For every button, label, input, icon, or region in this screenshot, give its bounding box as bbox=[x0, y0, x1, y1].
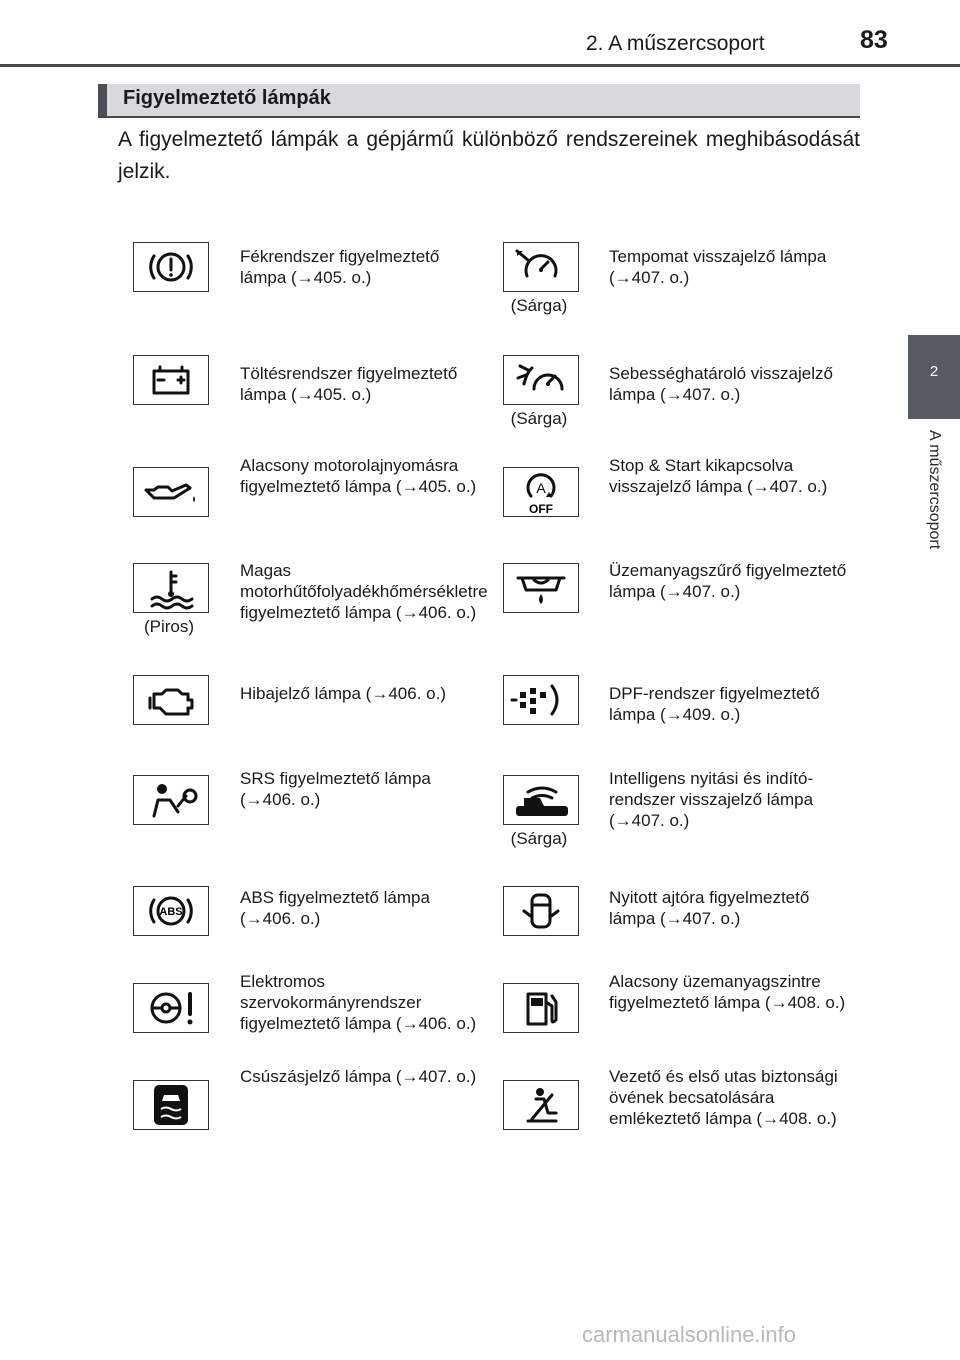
lamp-description: Csúszásjelző lámpa (→407. o.) bbox=[240, 1067, 477, 1086]
slip-indicator-icon bbox=[133, 1080, 209, 1130]
lamp-color-note: (Sárga) bbox=[510, 296, 568, 315]
lamp-description: Sebességhatároló visszajelző lámpa (→407. o.) bbox=[609, 364, 833, 404]
seatbelt-reminder-icon bbox=[503, 1080, 579, 1130]
section-rule bbox=[98, 116, 860, 118]
abs-icon bbox=[133, 886, 209, 936]
header-rule bbox=[0, 64, 960, 67]
section-heading bbox=[98, 84, 860, 116]
lamp-description: Hibajelző lámpa (→406. o.) bbox=[240, 684, 446, 703]
check-engine-icon bbox=[133, 675, 209, 725]
lamp-description: Intelligens nyitási és indító-rendszer visszajelző lámpa (→407. o.) bbox=[609, 769, 814, 830]
lamp-description: Töltésrendszer figyelmeztető lámpa (→405. o.) bbox=[240, 364, 458, 404]
lamp-description: DPF-rendszer figyelmeztető lámpa (→409. o.) bbox=[609, 684, 820, 724]
speed-limiter-icon bbox=[503, 355, 579, 405]
cruise-control-icon bbox=[503, 242, 579, 292]
brake-warning-icon bbox=[133, 242, 209, 292]
oil-pressure-icon bbox=[133, 467, 209, 517]
lamp-description: Alacsony üzemanyagszintre figyelmeztető lámpa (→408. o.) bbox=[609, 972, 846, 1012]
power-steering-icon bbox=[133, 983, 209, 1033]
chapter-title: 2. A műszercsoport bbox=[586, 32, 765, 55]
battery-charge-icon bbox=[133, 355, 209, 405]
intro-paragraph: A figyelmeztető lámpák a gépjármű különböző rendszereinek meghibásodását jelzik. bbox=[118, 128, 860, 183]
section-title: Figyelmeztető lámpák bbox=[123, 87, 331, 109]
lamp-description: Üzemanyagszűrő figyelmeztető lámpa (→407. o.) bbox=[609, 561, 847, 601]
lamp-description: Stop & Start kikapcsolva visszajelző lámpa (→407. o.) bbox=[609, 456, 828, 496]
lamp-description: Nyitott ajtóra figyelmeztető lámpa (→407. o.) bbox=[609, 888, 810, 928]
svg-text:A: A bbox=[536, 480, 546, 496]
stop-start-off-icon bbox=[503, 467, 579, 517]
page-header bbox=[0, 0, 960, 70]
srs-airbag-icon bbox=[133, 775, 209, 825]
lamp-description: Tempomat visszajelző lámpa (→407. o.) bbox=[609, 247, 827, 287]
lamp-description: Magas motorhűtőfolyadékhőmérsékletre figyelmeztető lámpa (→406. o.) bbox=[240, 561, 488, 622]
lamp-description: ABS figyelmeztető lámpa (→406. o.) bbox=[240, 888, 430, 928]
lamp-description: Elektromos szervokormányrendszer figyelmeztető lámpa (→406. o.) bbox=[240, 972, 477, 1033]
lamp-color-note: (Sárga) bbox=[510, 409, 568, 428]
low-fuel-icon bbox=[503, 983, 579, 1033]
smart-key-icon bbox=[503, 775, 579, 825]
chapter-side-tab: 2 bbox=[908, 335, 960, 419]
lamp-color-note: (Sárga) bbox=[510, 829, 568, 848]
lamp-description: SRS figyelmeztető lámpa (→406. o.) bbox=[240, 769, 431, 809]
svg-text:ABS: ABS bbox=[159, 906, 183, 918]
door-open-icon bbox=[503, 886, 579, 936]
chapter-side-label: A műszercsoport bbox=[926, 430, 943, 550]
lamp-description: Fékrendszer figyelmeztető lámpa (→405. o.) bbox=[240, 247, 440, 287]
lamp-color-note: (Piros) bbox=[143, 617, 195, 636]
svg-text:OFF: OFF bbox=[529, 502, 553, 516]
page-number: 83 bbox=[860, 26, 888, 54]
lamp-description: Vezető és első utas biztonsági övének becsatolására emlékeztető lámpa (→408. o.) bbox=[609, 1067, 838, 1128]
watermark-text: carmanualsonline.info bbox=[582, 1322, 797, 1347]
coolant-temp-icon bbox=[133, 563, 209, 613]
fuel-filter-icon bbox=[503, 563, 579, 613]
lamp-description: Alacsony motorolajnyomásra figyelmeztető lámpa (→405. o.) bbox=[240, 456, 477, 496]
dpf-icon bbox=[503, 675, 579, 725]
